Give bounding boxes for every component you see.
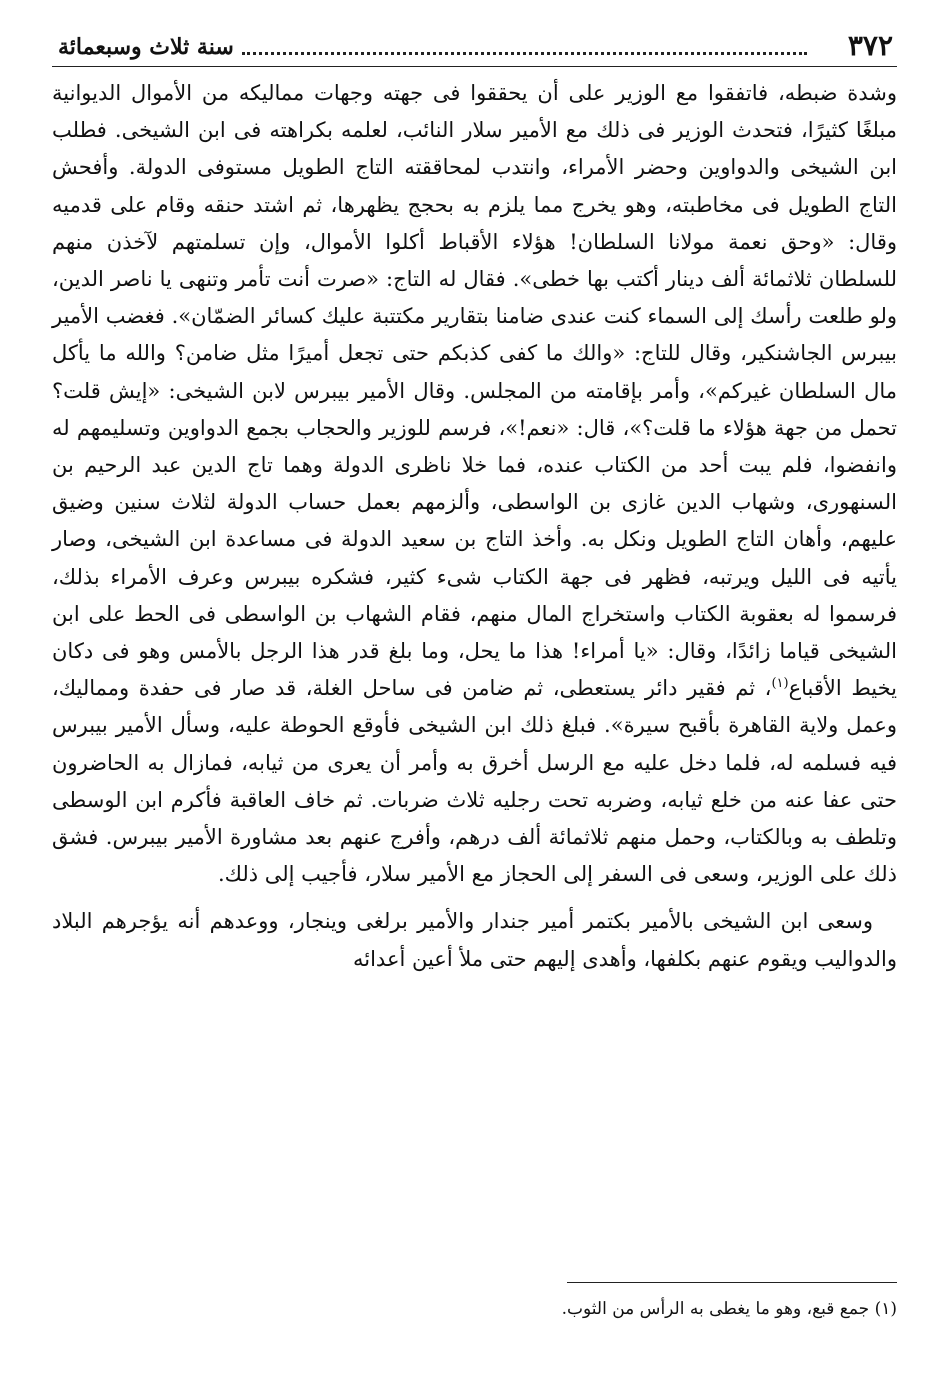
paragraph-1-part-b: ، ثم فقير دائر يستعطى، ثم ضامن فى ساحل الغلة، قد صار فى حفدة ومماليك، وعمل ولاية القاهرة بأقبح سيرة». فبلغ ذلك ابن الشيخى فأوقع الحوطة عليه، وسأل الأمير بيبرس فيه فسلمه له، فلما دخل عليه مع الرسل أخرق به وأمر أن يعرى من ثيابه، فمازال به الحاضرون حتى عفا عنه من خلع ثيابه، وضربه تحت رجليه ثلاث ضربات. ثم خاف العاقبة فأكرم ابن الوسطى وتلطف به وبالكتاب، وحمل منهم ثلاثمائة ألف درهم، وأفرج عنهم بعد مشاورة الأمير بيبرس. فشق ذلك على الوزير، وسعى فى السفر إلى الحجاز مع الأمير سلار، فأجيب إلى ذلك. bbox=[52, 676, 897, 887]
running-title: سنة ثلاث وسبعمائة bbox=[58, 34, 234, 60]
running-head bbox=[52, 28, 897, 67]
book-page bbox=[52, 28, 897, 1358]
paragraph-1-part-a: وشدة ضبطه، فاتفقوا مع الوزير على أن يحققوا فى جهته وجهات مماليكه من الأموال الديوانية مبلغًا كثيرًا، فتحدث الوزير فى ذلك مع الأمير سلار النائب، لعلمه بكراهته فى ابن الشيخى. فطلب ابن الشيخى والدواوين وحضر الأمراء، وانتدب لمحاققته التاج الطويل مستوفى الدولة. وأفحش التاج الطويل فى مخاطبته، وهو يخرج مما يلزم به بحجج يظهرها، ثم اشتد حنقه وقام على قدميه وقال: «وحق نعمة مولانا السلطان! هؤلاء الأقباط أكلوا الأموال، وإن تسلمتهم لآخذن منهم للسلطان ثلاثمائة ألف دينار أكتب بها خطى». فقال له التاج: «صرت أنت تأمر وتنهى يا ناصر الدين، ولو طلعت رأسك إلى السماء كنت عندى ضامنا بتقارير مكتتبة عليك كسائر الضمّان». فغضب الأمير بيبرس الجاشنكير، وقال للتاج: «والك ما كفى كذبكم حتى تجعل أميرًا مثل ضامن؟ والله ما يأكل مال السلطان غيركم»، وأمر بإقامته من المجلس. وقال الأمير بيبرس لابن الشيخى: «إيش قلت؟ تحمل من جهة هؤلاء ما قلت؟»، قال: «نعم!»، فرسم للوزير والحجاب بجمع الدواوين وتسليمهم له وانفضوا، فلم يبت أحد من الكتاب عنده، فما خلا ناظرى الدولة وهما تاج الدين عبد الرحيم بن السنهورى، وشهاب الدين غازى بن الواسطى، وألزمهم بعمل حساب الدولة لثلاث سنين وضيق عليهم، وأهان التاج الطويل ونكل به. وأخذ التاج بن سعيد الدولة فى مساعدة ابن الشيخى، وصار يأتيه فى الليل ويرتبه، فظهر فى جهة الكتاب شىء كثير، فشكره بيبرس وعرف الأمراء بذلك، فرسموا له بعقوبة الكتاب واستخراج المال منهم، فقام الشهاب بن الواسطى فى الحط على ابن الشيخى قياما زائدًا، وقال: «يا أمراء! هذا ما يحل، وما بلغ قدر هذا الرجل بالأمس وهو فى دكان يخيط الأقباع bbox=[52, 81, 897, 701]
paragraph-2: وسعى ابن الشيخى بالأمير بكتمر أمير جندار والأمير برلغى وينجار، ووعدهم أنه يؤجرهم البلاد والدواليب ويقوم عنهم بكلفها، وأهدى إليهم حتى ملأ أعين أعدائه bbox=[52, 909, 897, 971]
page-number: ٣٧٢ bbox=[847, 29, 893, 62]
body-text bbox=[52, 75, 897, 978]
footnote-reference: (١) bbox=[771, 676, 789, 692]
leader-dots bbox=[242, 52, 807, 55]
paragraph-1 bbox=[52, 75, 897, 893]
footnote-divider bbox=[567, 1282, 897, 1283]
footnote: (١) جمع قبع، وهو ما يغطى به الرأس من الثوب. bbox=[561, 1299, 897, 1319]
